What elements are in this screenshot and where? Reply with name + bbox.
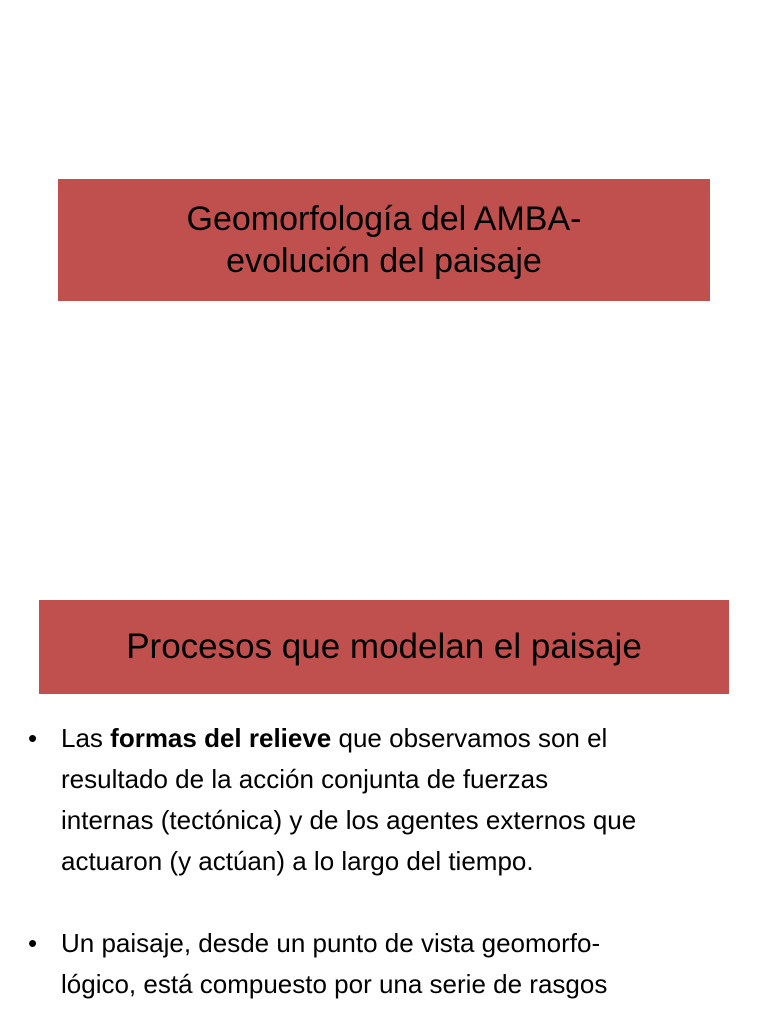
bullet-item-1: [28, 718, 758, 882]
bullet-1-text-pre: Las: [61, 723, 111, 753]
title-line-1: Geomorfología del AMBA-: [186, 200, 582, 238]
bullet-2-line-2: lógico, está compuesto por una serie de rasgos: [61, 969, 608, 999]
bullet-1-line-1: [61, 718, 758, 759]
bullet-dot-icon: •: [28, 928, 38, 958]
bullet-2-line-1: Un paisaje, desde un punto de vista geomorfo-: [61, 928, 601, 958]
section-box: [39, 600, 729, 694]
section-title: Procesos que modelan el paisaje: [126, 627, 642, 666]
title-line-2: evolución del paisaje: [226, 242, 542, 280]
bullet-dot-icon: •: [28, 723, 38, 753]
bullet-item-2: [28, 923, 758, 1005]
bullet-1-line-3: internas (tectónica) y de los agentes externos que: [61, 805, 637, 835]
bullet-1-bold-term: formas del relieve: [110, 723, 332, 753]
bullet-1-line-4: actuaron (y actúan) a lo largo del tiempo.: [61, 846, 534, 876]
bullet-1-line-2: resultado de la acción conjunta de fuerzas: [61, 764, 549, 794]
bullet-list: [28, 718, 758, 1005]
bullet-1-text-post: que observamos son el: [331, 723, 608, 753]
title-box: [58, 179, 710, 301]
